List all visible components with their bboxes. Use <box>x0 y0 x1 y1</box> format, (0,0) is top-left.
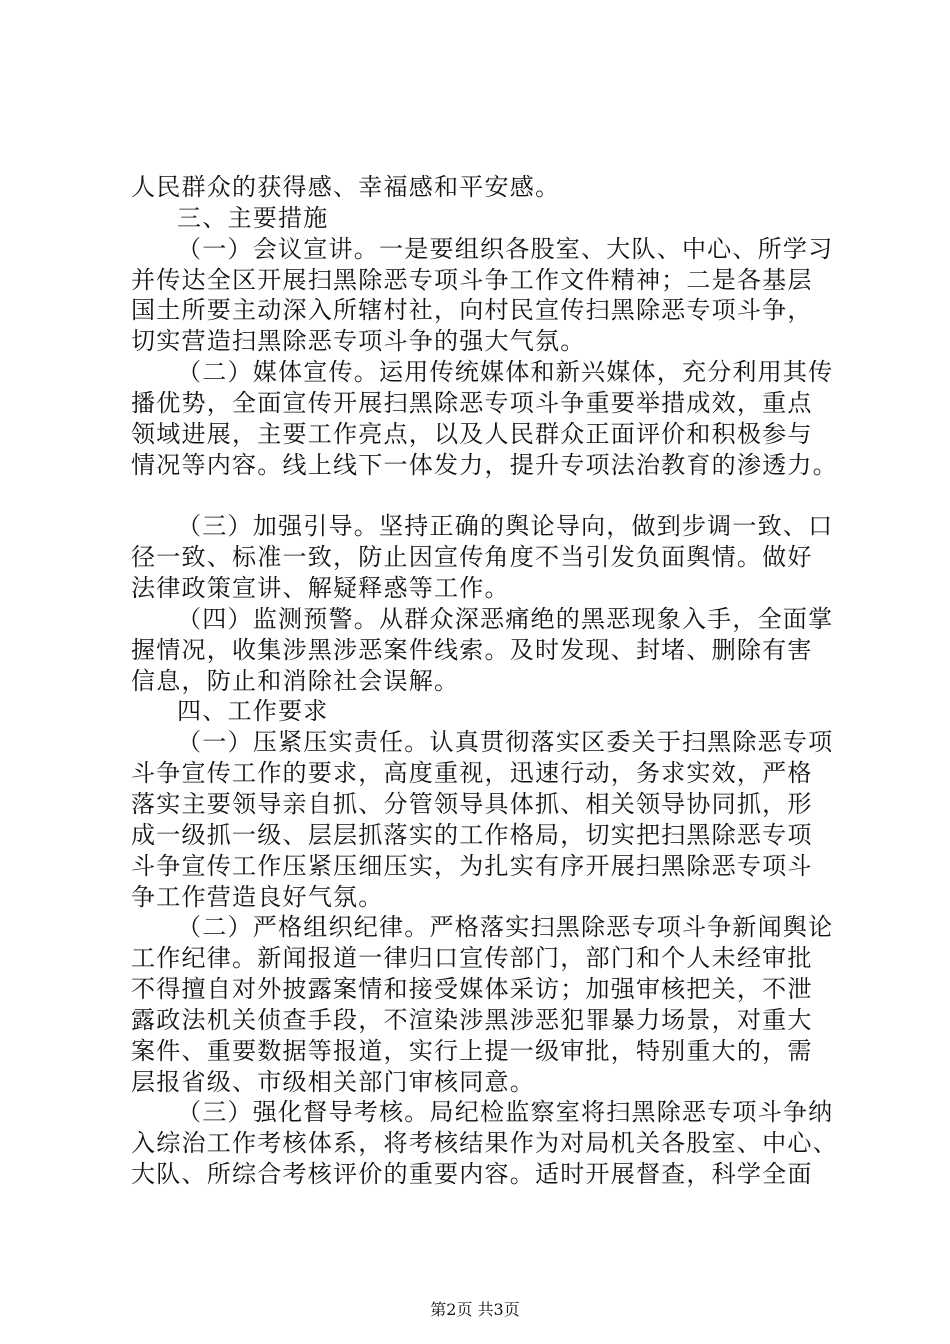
text-line: 斗争宣传工作的要求，高度重视，迅速行动，务求实效，严格 <box>131 759 813 787</box>
text-line: 切实营造扫黑除恶专项斗争的强大气氛。 <box>131 327 586 355</box>
text-line: 案件、重要数据等报道，实行上提一级审批，特别重大的，需 <box>131 1037 813 1065</box>
text-line: 人民群众的获得感、幸福感和平安感。 <box>131 173 561 201</box>
text-line: （二）媒体宣传。运用传统媒体和新兴媒体，充分利用其传 <box>177 358 834 386</box>
text-line: 工作纪律。新闻报道一律归口宣传部门，部门和个人未经审批 <box>131 944 813 972</box>
text-line: （二）严格组织纪律。严格落实扫黑除恶专项斗争新闻舆论 <box>177 913 834 941</box>
text-line: 露政法机关侦查手段，不渲染涉黑涉恶犯罪暴力场景，对重大 <box>131 1006 813 1034</box>
section-heading: 三、主要措施 <box>177 204 329 232</box>
text-line: 成一级抓一级、层层抓落实的工作格局，切实把扫黑除恶专项 <box>131 821 813 849</box>
text-line: 层报省级、市级相关部门审核同意。 <box>131 1068 535 1096</box>
text-line: 领域进展，主要工作亮点，以及人民群众正面评价和积极参与 <box>131 420 813 448</box>
text-line: 斗争宣传工作压紧压细压实，为扎实有序开展扫黑除恶专项斗 <box>131 852 813 880</box>
text-line: 争工作营造良好气氛。 <box>131 883 384 911</box>
text-line: （一）压紧压实责任。认真贯彻落实区委关于扫黑除恶专项 <box>177 728 834 756</box>
text-line: 落实主要领导亲自抓、分管领导具体抓、相关领导协同抓，形 <box>131 790 813 818</box>
text-line: （一）会议宣讲。一是要组织各股室、大队、中心、所学习 <box>177 235 834 263</box>
text-line: 大队、所综合考核评价的重要内容。适时开展督查，科学全面 <box>131 1160 813 1188</box>
text-line: 径一致、标准一致，防止因宣传角度不当引发负面舆情。做好 <box>131 543 813 571</box>
text-line: 国土所要主动深入所辖村社，向村民宣传扫黑除恶专项斗争， <box>131 296 813 324</box>
text-line: 播优势，全面宣传开展扫黑除恶专项斗争重要举措成效，重点 <box>131 389 813 417</box>
text-line: 信息，防止和消除社会误解。 <box>131 667 460 695</box>
text-line: 法律政策宣讲、解疑释惑等工作。 <box>131 574 510 602</box>
text-line: （四）监测预警。从群众深恶痛绝的黑恶现象入手，全面掌 <box>177 605 834 633</box>
page-number-footer: 第2页 共3页 <box>430 1300 520 1319</box>
text-line: 入综治工作考核体系，将考核结果作为对局机关各股室、中心、 <box>131 1129 838 1157</box>
text-line: （三）强化督导考核。局纪检监察室将扫黑除恶专项斗争纳 <box>177 1098 834 1126</box>
text-line: 握情况，收集涉黑涉恶案件线索。及时发现、封堵、删除有害 <box>131 636 813 664</box>
text-line: （三）加强引导。坚持正确的舆论导向，做到步调一致、口 <box>177 512 834 540</box>
text-line: 不得擅自对外披露案情和接受媒体采访；加强审核把关，不泄 <box>131 975 813 1003</box>
section-heading: 四、工作要求 <box>177 697 329 725</box>
text-line: 情况等内容。线上线下一体发力，提升专项法治教育的渗透力。 <box>131 451 838 479</box>
text-line: 并传达全区开展扫黑除恶专项斗争工作文件精神；二是各基层 <box>131 266 813 294</box>
